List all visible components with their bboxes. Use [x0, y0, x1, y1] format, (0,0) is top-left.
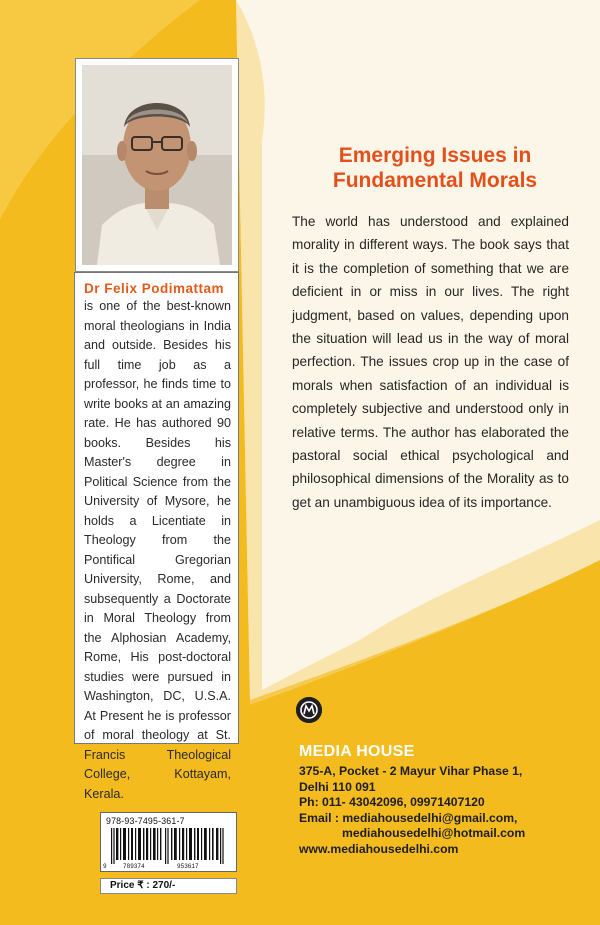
publisher-website: www.mediahousedelhi.com — [299, 841, 459, 856]
author-bio: is one of the best-known moral theologians in India and outside. Besides his full time job as a professor, he finds time to write books at an amazing rate. He has authored 90 books. Besides his Master's degree in Political Science from the University of Mysore, he holds a Licentiate in Theology from the Pontifical Gregorian University, Rome, and subsequently a Doctorate in Moral Theology from the Alphosian Academy, Rome, His post-doctoral studies were pursued in Washington, DC, U.S.A. At Present he is professor of moral theology at St. Francis Theological College, Kottayam, Kerala. — [84, 299, 231, 801]
author-photo — [82, 65, 232, 265]
publisher-email-1: Email : mediahousedelhi@gmail.com, — [299, 810, 518, 825]
media-house-logo-icon — [296, 697, 322, 723]
book-title — [300, 143, 570, 193]
book-title-line2: Fundamental Morals — [332, 169, 538, 192]
book-title-line1: Emerging Issues in — [338, 144, 532, 167]
publisher-address-line1: 375-A, Pocket - 2 Mayur Vihar Phase 1, — [299, 764, 523, 778]
barcode-digits-left: 789374 — [123, 863, 145, 870]
publisher-details — [299, 764, 525, 858]
publisher-phone: Ph: 011- 43042096, 09971407120 — [299, 795, 485, 810]
publisher-address-line2: Delhi 110 091 — [299, 779, 376, 794]
price-label: Price ₹ : 270/- — [100, 878, 237, 894]
barcode-icon — [105, 828, 233, 864]
publisher-name: MEDIA HOUSE — [299, 743, 415, 760]
publisher-email-2: mediahousedelhi@hotmail.com — [342, 826, 526, 841]
author-bio-box — [74, 272, 239, 801]
author-name: Dr Felix Podimattam — [84, 281, 225, 296]
isbn-number: 978-93-7495-361-7 — [106, 816, 185, 826]
isbn-barcode-box — [100, 812, 237, 872]
barcode-digits-right: 953617 — [177, 863, 199, 870]
barcode-digit-lead: 9 — [103, 863, 107, 870]
book-blurb: The world has understood and explained morality in different ways. The book says that it is the completion of something that we are deficient in or miss in our lives. The right judgment, based on values, depending upon the situation will lead us in the way of moral perfection. The issues crop up in the case of morals when satisfaction of an individual is completely subjective and understood only in relative terms. The author has elaborated the pastoral social ethical psychological and philosophical dimensions of the Morality as to get an unambiguous idea of its importance. — [292, 214, 569, 510]
author-photo-frame — [75, 58, 239, 272]
